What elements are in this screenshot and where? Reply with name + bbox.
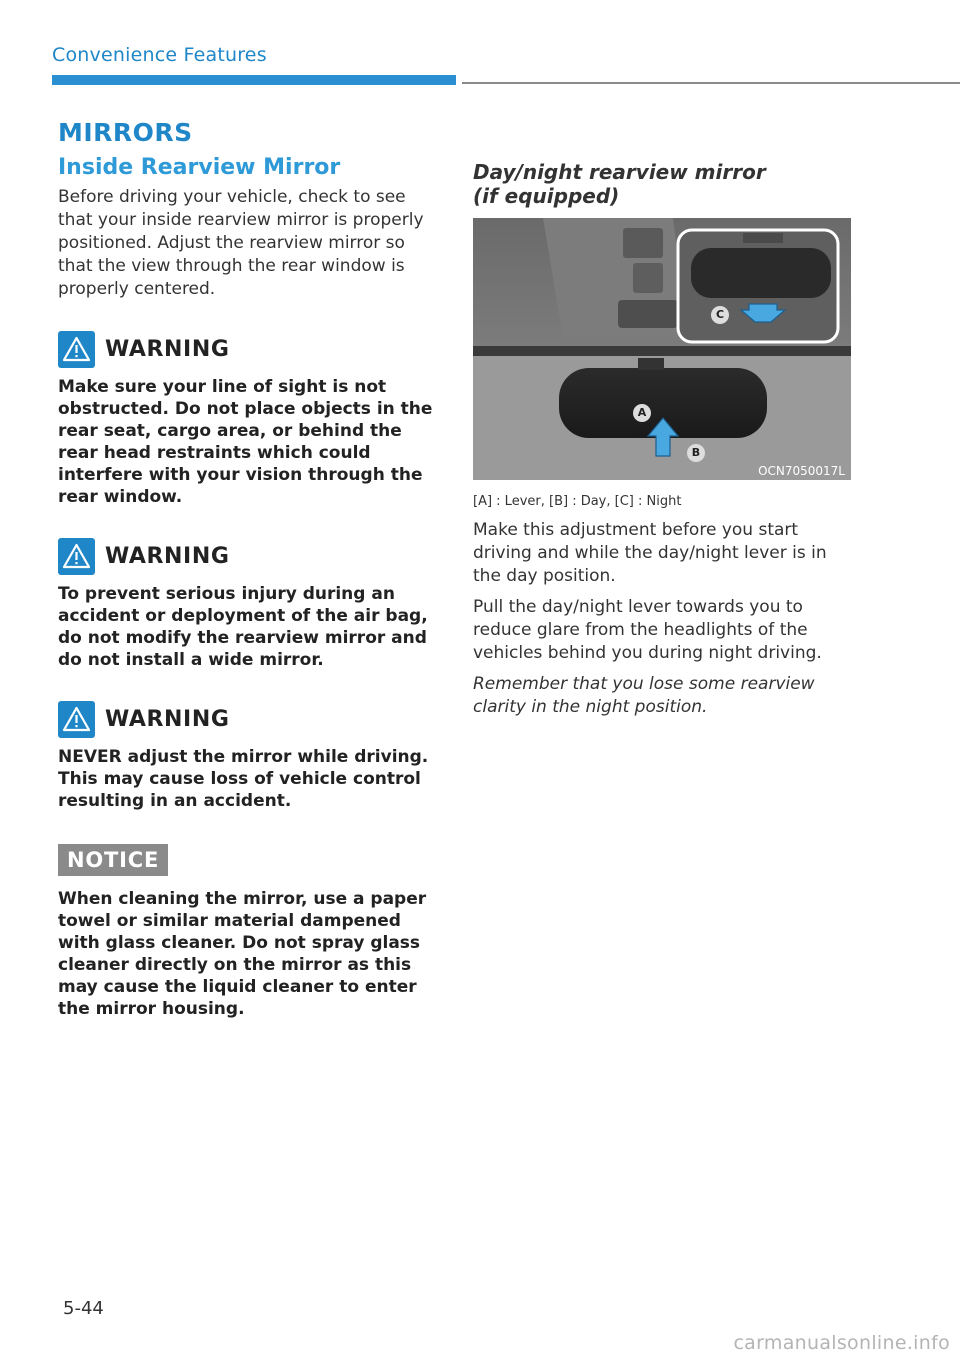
mirror-heading-line1: Day/night rearview mirror [473, 160, 766, 184]
label-a: A [633, 404, 651, 422]
right-column [473, 160, 853, 727]
header-bar-blue [52, 75, 456, 85]
warning-block-3 [58, 701, 438, 812]
mirror-illustration [473, 218, 851, 480]
header-title: Convenience Features [52, 44, 267, 66]
header-bar-gray [462, 82, 960, 84]
warning-text: To prevent serious injury during an accident or deployment of the air bag, do not modify the rearview mirror and do not install a wide mirror. [58, 584, 428, 670]
page-number: 5-44 [63, 1298, 104, 1319]
warning-block-1 [58, 331, 438, 508]
watermark: carmanualsonline.info [733, 1332, 950, 1354]
warning-triangle-icon [58, 701, 95, 738]
section-title: MIRRORS [58, 118, 193, 147]
paragraph-1: Make this adjustment before you start driving and while the day/night lever is in the day position. [473, 520, 827, 586]
notice-text: When cleaning the mirror, use a paper towel or similar material dampened with glass cleaner. Do not spray glass cleaner directly on the mirror as this may cause the liquid cleaner to enter the mirror housing. [58, 889, 427, 1019]
left-column [58, 118, 438, 1020]
label-b: B [687, 444, 705, 462]
mirror-heading-line2: (if equipped) [473, 184, 620, 208]
sub-title: Inside Rearview Mirror [58, 155, 341, 180]
label-c: C [711, 306, 729, 324]
warning-block-2 [58, 538, 438, 671]
warning-label: WARNING [105, 337, 230, 362]
warning-text: NEVER adjust the mirror while driving. This may cause loss of vehicle control resulting in an accident. [58, 747, 429, 811]
warning-label: WARNING [105, 544, 230, 569]
warning-label: WARNING [105, 707, 230, 732]
figure-caption: [A] : Lever, [B] : Day, [C] : Night [473, 494, 682, 509]
warning-text: Make sure your line of sight is not obstructed. Do not place objects in the rear seat, cargo area, or behind the rear head restraints which could interfere with your vision through the rear window. [58, 377, 433, 507]
notice-badge: NOTICE [58, 844, 168, 876]
figure-code: OCN7050017L [758, 464, 845, 478]
paragraph-2: Pull the day/night lever towards you to reduce glare from the headlights of the vehicles behind you during night driving. [473, 597, 822, 663]
mirror-figure [473, 218, 851, 480]
intro-text: Before driving your vehicle, check to see that your inside rearview mirror is properly positioned. Adjust the rearview mirror so that the view through the rear window is properly centered. [58, 187, 424, 299]
paragraph-3: Remember that you lose some rearview clarity in the night position. [473, 674, 815, 717]
mirror-heading [473, 160, 853, 208]
warning-triangle-icon [58, 331, 95, 368]
warning-triangle-icon [58, 538, 95, 575]
